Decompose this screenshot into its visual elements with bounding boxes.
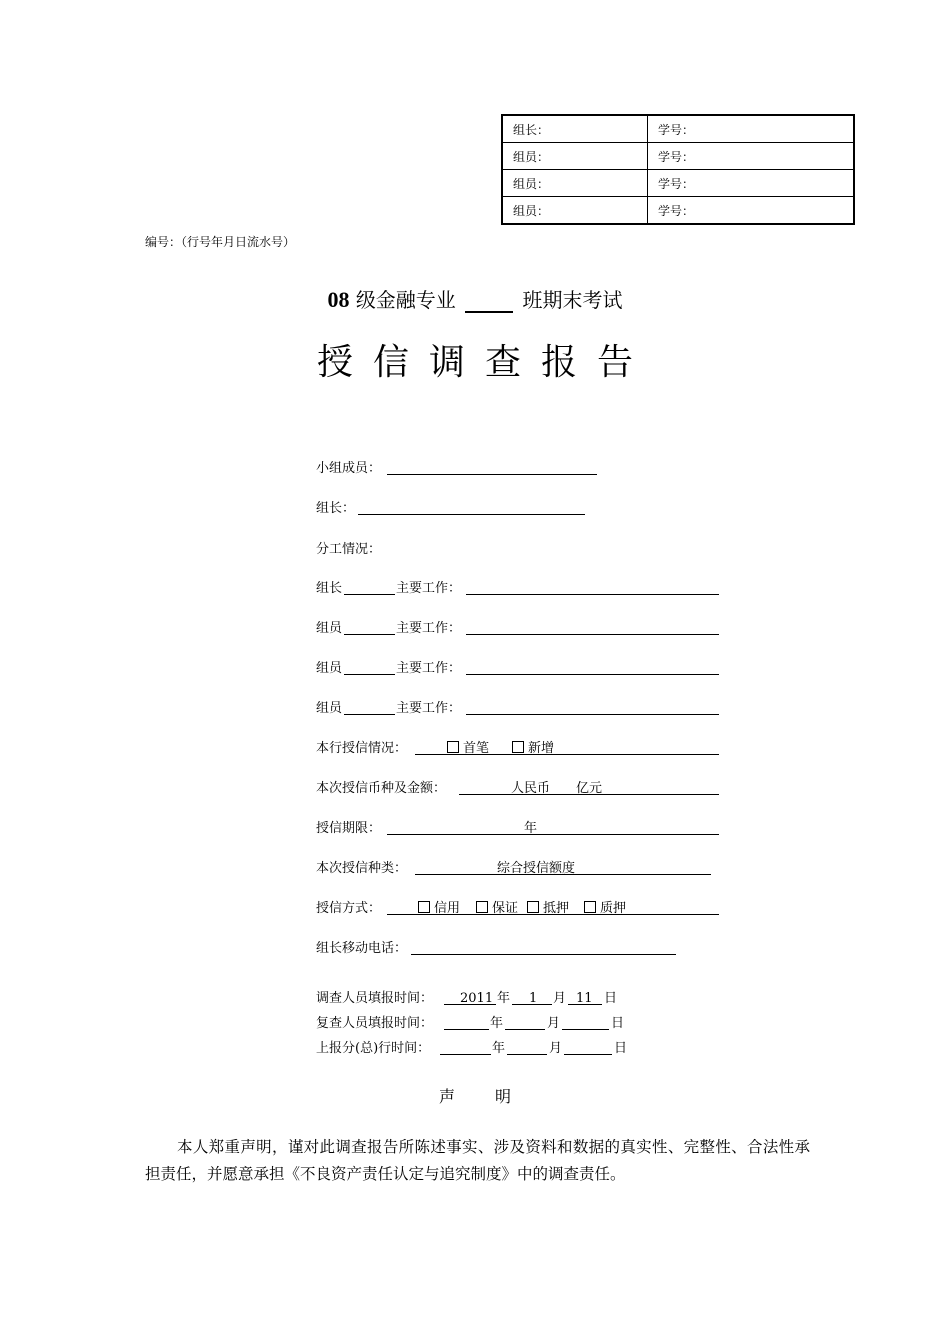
work-name-field[interactable] bbox=[344, 634, 395, 635]
term-label: 授信期限： bbox=[316, 821, 382, 836]
phone-field[interactable] bbox=[411, 954, 676, 955]
work-field[interactable] bbox=[466, 634, 719, 635]
day-unit: 日 bbox=[611, 1016, 625, 1031]
year-unit: 年 bbox=[492, 1041, 506, 1056]
month-unit: 月 bbox=[553, 991, 567, 1006]
credit-option-first[interactable]: 首笔 bbox=[447, 740, 489, 758]
submit-month-field[interactable] bbox=[507, 1054, 547, 1055]
submit-day-field[interactable] bbox=[564, 1054, 612, 1055]
survey-day-value: 11 bbox=[576, 991, 593, 1006]
division-label: 分工情况： bbox=[316, 542, 382, 557]
day-unit: 日 bbox=[604, 991, 618, 1006]
review-month-field[interactable] bbox=[505, 1029, 545, 1030]
type-value: 综合授信额度 bbox=[497, 861, 576, 876]
work-label: 主要工作： bbox=[396, 621, 462, 636]
heading-grade: 08 bbox=[327, 287, 350, 312]
year-unit: 年 bbox=[490, 1016, 504, 1031]
statement-text: 本人郑重声明，谨对此调查报告所陈述事实、涉及资料和数据的真实性、完整性、合法性承担责任，并愿意承担《不良资产责任认定与追究制度》中的调查责任。 bbox=[145, 1138, 810, 1183]
survey-year-value: 2011 bbox=[460, 991, 494, 1006]
amount-unit: 亿元 bbox=[576, 781, 603, 796]
type-label: 本次授信种类： bbox=[316, 861, 408, 876]
id-cell[interactable]: 学号： bbox=[648, 170, 855, 197]
phone-label: 组长移动电话： bbox=[316, 941, 408, 956]
statement-title: 声明 bbox=[438, 1087, 551, 1106]
work-row-role: 组员 bbox=[316, 621, 343, 636]
report-title: 授信调查报告 bbox=[316, 342, 653, 383]
term-field[interactable] bbox=[387, 834, 719, 835]
method-label: 授信方式： bbox=[316, 901, 382, 916]
review-day-field[interactable] bbox=[562, 1029, 609, 1030]
id-cell[interactable]: 学号： bbox=[648, 197, 855, 225]
role-cell[interactable]: 组员： bbox=[502, 143, 648, 170]
month-unit: 月 bbox=[549, 1041, 563, 1056]
currency-label: 本次授信币种及金额： bbox=[316, 781, 447, 796]
checkbox-icon[interactable] bbox=[584, 901, 596, 913]
work-field[interactable] bbox=[466, 674, 719, 675]
role-cell[interactable]: 组员： bbox=[502, 170, 648, 197]
submit-date-label: 上报分(总)行时间： bbox=[316, 1041, 431, 1056]
checkbox-icon[interactable] bbox=[512, 741, 524, 753]
method-option-pledge[interactable]: 质押 bbox=[584, 900, 626, 918]
heading-major: 级金融专业 bbox=[355, 288, 456, 312]
members-label: 小组成员： bbox=[316, 461, 382, 476]
currency-value: 人民币 bbox=[511, 781, 551, 796]
leader-label: 组长： bbox=[316, 501, 356, 516]
checkbox-icon[interactable] bbox=[527, 901, 539, 913]
work-row-role: 组长 bbox=[316, 581, 343, 596]
work-name-field[interactable] bbox=[344, 714, 395, 715]
work-field[interactable] bbox=[466, 714, 719, 715]
table-row bbox=[502, 115, 854, 143]
method-option-credit[interactable]: 信用 bbox=[418, 900, 460, 918]
id-cell[interactable]: 学号： bbox=[648, 143, 855, 170]
month-unit: 月 bbox=[547, 1016, 561, 1031]
member-table bbox=[501, 114, 855, 225]
role-cell[interactable]: 组员： bbox=[502, 197, 648, 225]
exam-heading bbox=[0, 284, 950, 313]
leader-field[interactable] bbox=[358, 514, 585, 515]
review-year-field[interactable] bbox=[444, 1029, 489, 1030]
review-date-label: 复查人员填报时间： bbox=[316, 1016, 434, 1031]
work-name-field[interactable] bbox=[344, 674, 395, 675]
year-unit: 年 bbox=[497, 991, 511, 1006]
table-row bbox=[502, 170, 854, 197]
work-row-role: 组员 bbox=[316, 701, 343, 716]
table-row bbox=[502, 197, 854, 225]
checkbox-icon[interactable] bbox=[418, 901, 430, 913]
term-unit: 年 bbox=[524, 821, 538, 836]
members-field[interactable] bbox=[387, 474, 597, 475]
survey-month-value: 1 bbox=[529, 991, 538, 1006]
day-unit: 日 bbox=[614, 1041, 628, 1056]
work-row-role: 组员 bbox=[316, 661, 343, 676]
heading-suffix: 班期末考试 bbox=[522, 288, 623, 312]
credit-status-label: 本行授信情况： bbox=[316, 741, 408, 756]
checkbox-icon[interactable] bbox=[476, 901, 488, 913]
work-label: 主要工作： bbox=[396, 661, 462, 676]
table-row bbox=[502, 143, 854, 170]
submit-year-field[interactable] bbox=[440, 1054, 491, 1055]
work-name-field[interactable] bbox=[344, 594, 395, 595]
credit-option-new[interactable]: 新增 bbox=[512, 740, 554, 758]
id-cell[interactable]: 学号： bbox=[648, 115, 855, 143]
work-field[interactable] bbox=[466, 594, 719, 595]
checkbox-icon[interactable] bbox=[447, 741, 459, 753]
work-label: 主要工作： bbox=[396, 581, 462, 596]
class-blank[interactable] bbox=[465, 291, 513, 313]
survey-date-label: 调查人员填报时间： bbox=[316, 991, 434, 1006]
method-option-guarantee[interactable]: 保证 bbox=[476, 900, 518, 918]
method-option-mortgage[interactable]: 抵押 bbox=[527, 900, 569, 918]
serial-number-label: 编号：（行号年月日流水号） bbox=[145, 235, 296, 249]
work-label: 主要工作： bbox=[396, 701, 462, 716]
role-cell[interactable]: 组长： bbox=[502, 115, 648, 143]
